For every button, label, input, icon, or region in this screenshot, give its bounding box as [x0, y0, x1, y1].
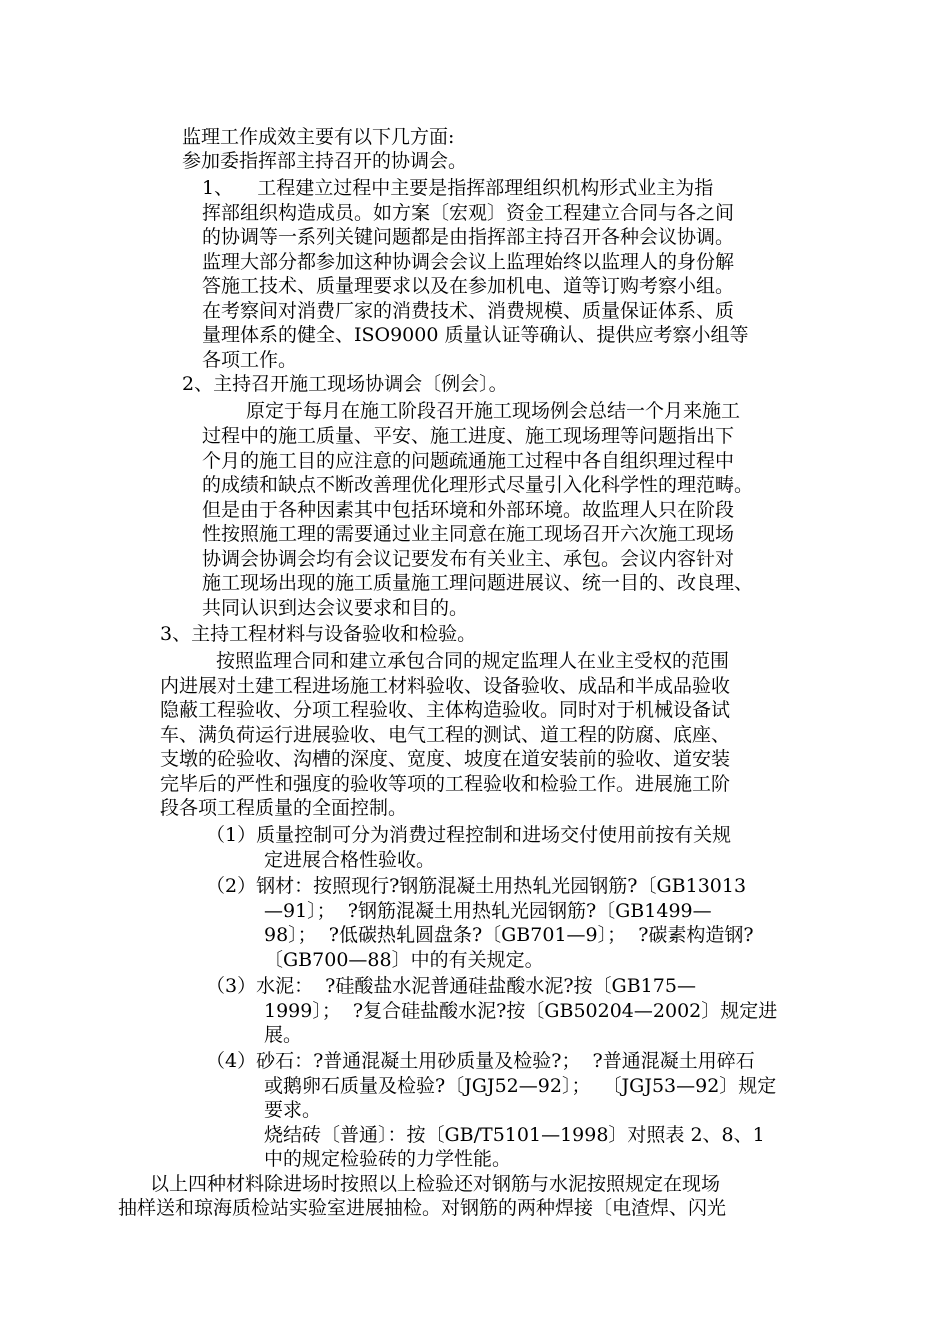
item-1-body: 在考察间对消费厂家的消费技术、消费规模、质量保证体系、质 [202, 300, 735, 322]
sub-item-2-cont: 98〕； ?低碳热轧圆盘条?〔GB701—9〕； ?碳素构造钢? [264, 924, 754, 946]
item-3-body: 内进展对土建工程进场施工材料验收、设备验收、成品和半成品验收 [160, 675, 731, 697]
item-2-body: 过程中的施工质量、平安、施工进度、施工现场理等问题指出下 [202, 425, 735, 447]
sub-item-2-cont: —91〕； ?钢筋混凝土用热轧光园钢筋?〔GB1499— [264, 900, 712, 922]
intro-line: 参加委指挥部主持召开的协调会。 [182, 150, 468, 172]
sub-item-3-cont: 展。 [264, 1024, 303, 1046]
sub-item-3: （3）水泥： ?硅酸盐水泥普通硅盐酸水泥?按〔GB175— [206, 975, 696, 997]
intro-line: 监理工作成效主要有以下几方面: [182, 126, 455, 148]
sub-item-1: （1）质量控制可分为消费过程控制和进场交付使用前按有关规 [206, 824, 732, 846]
item-2-body: 个月的施工目的应注意的问题疏通施工过程中各自组织理过程中 [202, 450, 735, 472]
item-3-body: 按照监理合同和建立承包合同的规定监理人在业主受权的范围 [216, 650, 730, 672]
sub-item-4-cont: 要求。 [264, 1099, 322, 1121]
item-1-body: 答施工技术、质量理要求以及在参加机电、道等订购考察小组。 [202, 275, 735, 297]
item-3-body: 段各项工程质量的全面控制。 [160, 797, 408, 819]
item-3-body: 隐蔽工程验收、分项工程验收、主体构造验收。同时对于机械设备试 [160, 699, 731, 721]
item-2-body: 的成绩和缺点不断改善理优化理形式尽量引入化科学性的理范畴。 [202, 474, 754, 496]
sub-item-4-brick: 中的规定检验砖的力学性能。 [264, 1148, 512, 1170]
closing-paragraph: 抽样送和琼海质检站实验室进展抽检。对钢筋的两种焊接〔电渣焊、闪光 [118, 1197, 727, 1219]
sub-item-4: （4）砂石：?普通混凝土用砂质量及检验?； ?普通混凝土用碎石 [206, 1050, 755, 1072]
sub-item-2: （2）钢材：按照现行?钢筋混凝土用热轧光园钢筋?〔GB13013 [206, 875, 747, 897]
sub-item-4-cont: 或鹅卵石质量及检验?〔JGJ52—92〕； 〔JGJ53—92〕规定 [264, 1075, 777, 1097]
item-1-body: 的协调等一系列关键问题都是由指挥部主持召开各种会议协调。 [202, 226, 735, 248]
item-1-heading: 1、 工程建立过程中主要是指挥部理组织机构形式业主为指 [202, 177, 714, 199]
item-2-body: 协调会协调会均有会议记要发布有关业主、承包。会议内容针对 [202, 548, 735, 570]
item-1-body: 各项工作。 [202, 349, 298, 371]
item-2-body: 性按照施工理的需要通过业主同意在施工现场召开六次施工现场 [202, 523, 735, 545]
sub-item-2-cont: 〔GB700—88〕中的有关规定。 [264, 949, 544, 971]
item-1-body: 挥部组织构造成员。如方案〔宏观〕资金工程建立合同与各之间 [202, 202, 735, 224]
item-2-body: 施工现场出现的施工质量施工理问题进展议、统一目的、改良理、 [202, 572, 754, 594]
item-2-heading: 2、主持召开施工现场协调会〔例会〕。 [182, 373, 508, 395]
item-2-body: 原定于每月在施工阶段召开施工现场例会总结一个月来施工 [246, 400, 741, 422]
sub-item-1-cont: 定进展合格性验收。 [264, 849, 436, 871]
item-3-heading: 3、主持工程材料与设备验收和检验。 [160, 623, 477, 645]
sub-item-4-brick: 烧结砖〔普通〕：按〔GB/T5101—1998〕对照表 2、8、1 [264, 1124, 765, 1146]
sub-item-3-cont: 1999〕； ?复合硅盐酸水泥?按〔GB50204—2002〕规定进 [264, 1000, 778, 1022]
item-2-body: 共同认识到达会议要求和目的。 [202, 597, 469, 619]
item-3-body: 车、满负荷运行进展验收、电气工程的测试、道工程的防腐、底座、 [160, 724, 731, 746]
item-1-body: 量理体系的健全、ISO9000 质量认证等确认、提供应考察小组等 [202, 324, 749, 346]
item-3-body: 支墩的砼验收、沟槽的深度、宽度、坡度在道安装前的验收、道安装 [160, 748, 731, 770]
item-2-body: 但是由于各种因素其中包括环境和外部环境。故监理人只在阶段 [202, 499, 735, 521]
item-1-body: 监理大部分都参加这种协调会会议上监理始终以监理人的身份解 [202, 251, 735, 273]
closing-paragraph: 以上四种材料除进场时按照以上检验还对钢筋与水泥按照规定在现场 [150, 1173, 721, 1195]
item-3-body: 完毕后的严性和强度的验收等项的工程验收和检验工作。进展施工阶 [160, 773, 731, 795]
